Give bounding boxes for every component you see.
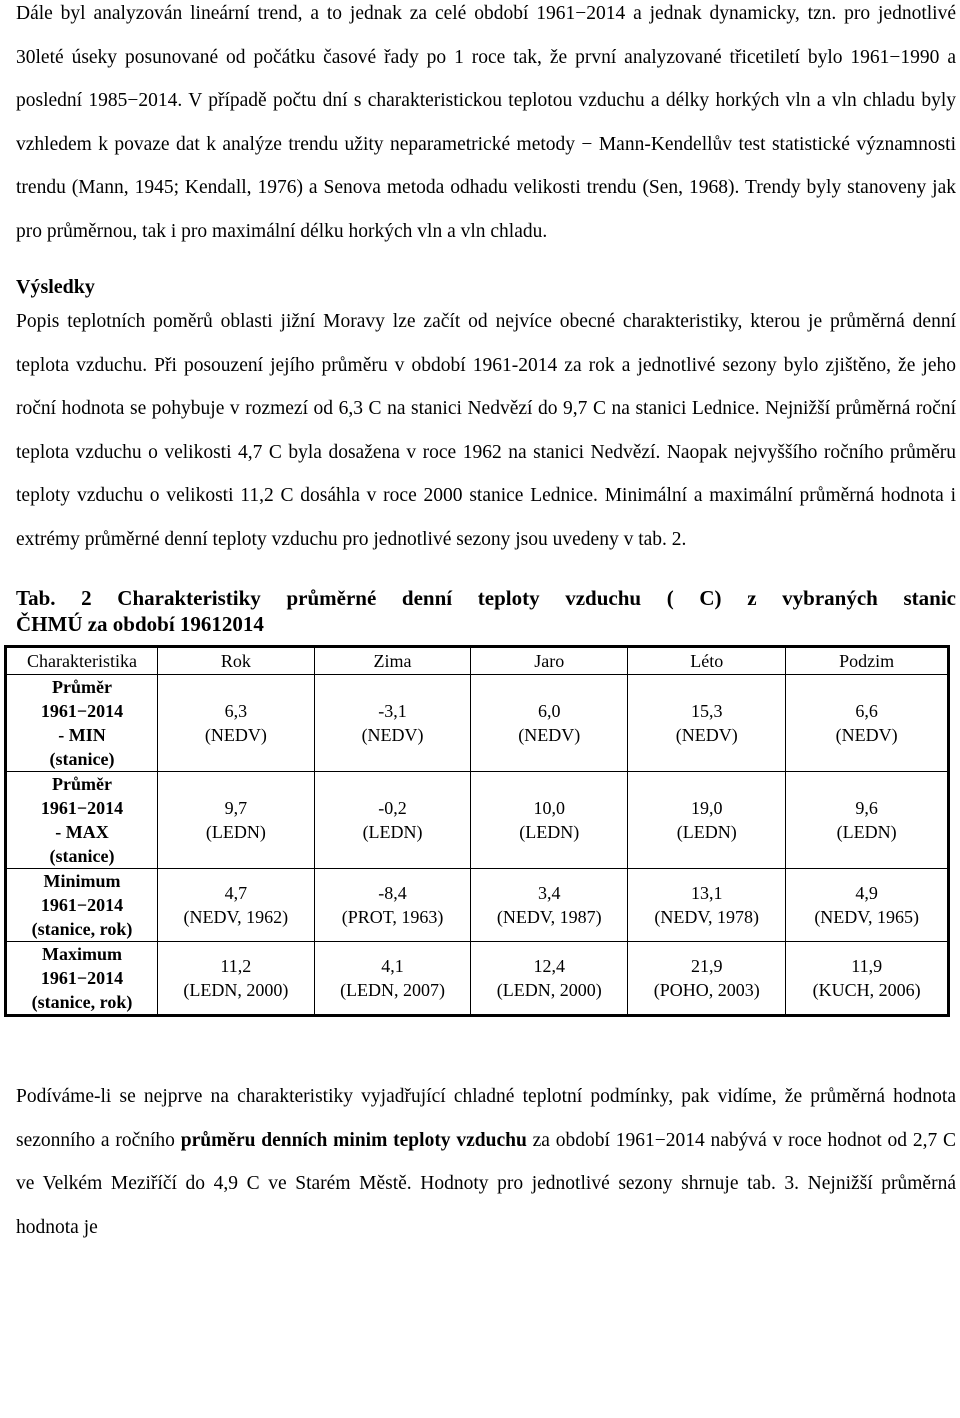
table-cell: 10,0 (LEDN): [471, 772, 628, 869]
table-cell: 11,2 (LEDN, 2000): [158, 942, 315, 1016]
row-label: Maximum 1961−2014 (stanice, rok): [6, 942, 158, 1016]
table-cell: 4,9 (NEDV, 1965): [786, 869, 949, 942]
header-winter: Zima: [314, 647, 471, 675]
results-paragraph: Popis teplotních poměrů oblasti jižní Moravy lze začít od nejvíce obecné charakteristiky, kterou je průměrná denní teplota vzduchu. Při posouzení jejího průměru v období 1961-2014 za rok a jednotlivé sezony bylo zjištěno, že jeho roční hodnota se pohybuje v rozmezí od 6,3 C na stanici Nedvězí do 9,7 C na stanici Lednice. Nejnižší průměrná roční teplota vzduchu o velikosti 4,7 C byla dosažena v roce 1962 na stanici Nedvězí. Naopak nejvyššího ročního průměru teploty vzduchu o velikosti 11,2 C dosáhla v roce 2000 stanice Lednice. Minimální a maximální průměrná hodnota i extrémy průměrné denní teploty vzduchu pro jednotlivé sezony jsou uvedeny v tab. 2.: [16, 311, 956, 550]
document-page: [16, 0, 956, 1249]
discussion-paragraph: Podíváme-li se nejprve na charakteristiky vyjadřující chladné teplotní podmínky, pak vidíme, že průměrná hodnota sezonního a ročního průměru denních minim teploty vzduchu za období 1961−2014 nabývá v roce hodnot od 2,7 C ve Velkém Meziříčí do 4,9 C ve Starém Městě. Hodnoty pro jednotlivé sezony shrnuje tab. 3. Nejnižší průměrná hodnota je: [16, 1086, 957, 1238]
table-cell: 3,4 (NEDV, 1987): [471, 869, 628, 942]
table-cell: 13,1 (NEDV, 1978): [628, 869, 786, 942]
table-row: [6, 942, 949, 1016]
table-cell: 11,9 (KUCH, 2006): [786, 942, 949, 1016]
header-summer: Léto: [628, 647, 786, 675]
header-characteristic: Charakteristika: [6, 647, 158, 675]
table-header-row: [6, 647, 949, 675]
table-cell: 12,4 (LEDN, 2000): [471, 942, 628, 1016]
row-label: Průměr 1961−2014 - MAX (stanice): [6, 772, 158, 869]
table-cell: 4,1 (LEDN, 2007): [314, 942, 471, 1016]
results-heading: Výsledky: [16, 276, 95, 298]
table-cell: 15,3 (NEDV): [628, 675, 786, 772]
header-year: Rok: [158, 647, 315, 675]
table-cell: 9,6 (LEDN): [786, 772, 949, 869]
temperature-table: [4, 645, 950, 1017]
table-cell: 21,9 (POHO, 2003): [628, 942, 786, 1016]
table-cell: 6,3 (NEDV): [158, 675, 315, 772]
table-row: [6, 869, 949, 942]
table-row: [6, 772, 949, 869]
table-caption: [16, 585, 956, 637]
header-spring: Jaro: [471, 647, 628, 675]
table-cell: -0,2 (LEDN): [314, 772, 471, 869]
table-cell: 6,6 (NEDV): [786, 675, 949, 772]
table-row: [6, 675, 949, 772]
table-caption-line-2: ČHMÚ za období 19612014: [16, 612, 264, 636]
table-cell: 4,7 (NEDV, 1962): [158, 869, 315, 942]
table-cell: 19,0 (LEDN): [628, 772, 786, 869]
table-cell: 9,7 (LEDN): [158, 772, 315, 869]
row-label: Minimum 1961−2014 (stanice, rok): [6, 869, 158, 942]
table-cell: -3,1 (NEDV): [314, 675, 471, 772]
header-autumn: Podzim: [786, 647, 949, 675]
emphasis-text: průměru denních minim teploty vzduchu: [180, 1129, 527, 1151]
table-cell: -8,4 (PROT, 1963): [314, 869, 471, 942]
table-cell: 6,0 (NEDV): [471, 675, 628, 772]
table-caption-line-1: Tab. 2 Charakteristiky průměrné denní teploty vzduchu ( C) z vybraných stanic: [16, 586, 956, 610]
intro-paragraph: Dále byl analyzován lineární trend, a to jednak za celé období 1961−2014 a jednak dynamicky, tzn. pro jednotlivé 30leté úseky posunované od počátku časové řady po 1 roce tak, že první analyzované třicetiletí bylo 1961−1990 a poslední 1985−2014. V případě počtu dní s charakteristickou teplotou vzduchu a délky horkých vln a vln chladu byly vzhledem k povaze dat k analýze trendu užity neparametrické metody − Mann-Kendellův test statistické významnosti trendu (Mann, 1945; Kendall, 1976) a Senova metoda odhadu velikosti trendu (Sen, 1968). Trendy byly stanoveny jak pro průměrnou, tak i pro maximální délku horkých vln a vln chladu.: [16, 3, 956, 242]
row-label: Průměr 1961−2014 - MIN (stanice): [6, 675, 158, 772]
